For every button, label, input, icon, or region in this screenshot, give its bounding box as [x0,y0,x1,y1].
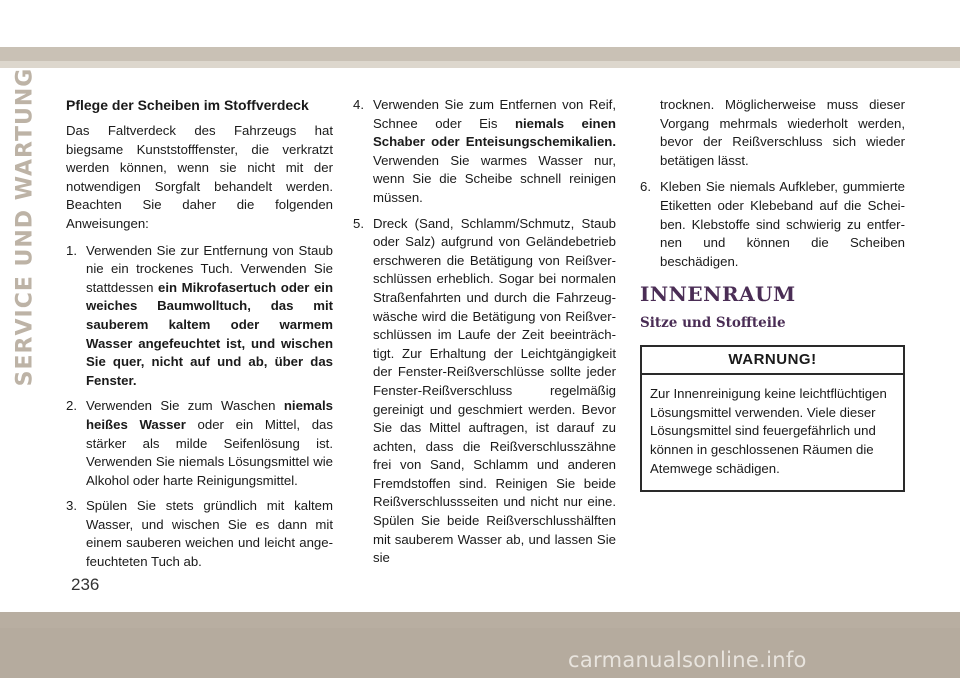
list-text: Verwenden Sie zum Waschen [86,398,284,414]
list-item [640,178,905,271]
list-text: Verwenden Sie zur Entfernung von Staub nie ein trockenes Tuch. Verwenden Sie stattdessen [86,242,333,295]
footer-band [0,628,960,678]
page-number: 236 [71,575,100,594]
list-number: 5. [353,215,364,231]
list-text: Verwenden Sie zum Entfernen von Reif, Schnee oder Eis [373,97,616,131]
list-item [353,215,616,568]
list-number: 4. [353,97,364,112]
list-number: 2. [66,398,77,414]
list-text: Spülen Sie stets gründlich mit kaltem Wasser, und wischen Sie es dann mit einem sauberen weichen und leicht angefeuchteten Tuch ab. [86,498,333,570]
column-2 [353,96,616,575]
list-text: Dreck (Sand, Schlamm/Schmutz, Staub oder Salz) aufgrund von Geländebetrieb erschweren die Betätigung von Reißverschlüssen erheblich. Sogar bei normalen Straßenfahrten und durch die Fahrzeugwäsche wird die Betätigung von Reißverschlüssen im Laufe der Zeit beeinträchtigt. Zur Erhaltung der Leichtgängigkeit der Fenster-Reißverschlüsse sollte jeder Fenster-Reißverschluss regelmäßig gereinigt und geschmiert werden. Bevor Sie das Mittel auftragen, ist darauf zu achten, dass die Reißverschlusszähne frei von Sand, Schlamm und anderen Fremdstoffen sind. Reinigen Sie beide Reißverschlussseiten und nicht nur eine. Spülen Sie beide Reißverschlusshälften mit sauberem Wasser ab, und lassen Sie sie [373,215,616,566]
instruction-list-1 [66,242,333,572]
instruction-list-2 [353,96,616,568]
list-text-post: oder ein Mittel, das stärker als milde Seifenlösung ist. Verwenden Sie niemals Lösungsmittel wie Alkohol oder harte Reinigungsmittel. [86,416,333,488]
list-item [66,497,333,571]
topic-heading: Pflege der Scheiben im Stoffverdeck [66,97,309,113]
list-text: Kleben Sie niemals Aufkleber, gummierte Etiketten oder Klebeband auf die Scheiben. Klebstoffe sind schwierig zu entfernen und können die Scheiben beschädigen. [660,179,905,269]
list-text-post: Verwenden Sie warmes Wasser nur, wenn Sie die Scheibe schnell reinigen müssen. [373,152,616,205]
bottom-band [0,612,960,628]
side-chapter-title [1,67,49,387]
continued-text: trocknen. Möglicherweise muss dieser Vorgang mehrmals wiederholt werden, bevor der Reißverschluss sich wieder betätigen lässt. [660,97,905,168]
list-item [353,96,616,208]
instruction-list-3 [640,178,905,271]
top-band [0,0,960,49]
warning-text: Zur Innenreinigung keine leichtflüchtigen Lösungsmittel verwenden. Viele dieser Lösungsmittel sind feuergefährlich und können in geschlossenen Räumen die Atemwege schädigen. [650,386,887,476]
warning-title: WARNUNG! [642,347,903,376]
watermark: carmanualsonline.info [568,648,807,672]
intro-paragraph: Das Faltverdeck des Fahrzeugs hat biegsame Kunststofffenster, die verkratzt werden können, wenn sie nicht mit der notwendigen Sorgfalt behandelt werden. Beachten Sie daher die folgenden Anweisungen: [66,123,333,231]
top-stripe-light [0,61,960,68]
warning-box [640,345,905,493]
list-text-bold: ein Mikrofasertuch oder ein weiches Baumwolltuch, das mit sauberem kaltem oder warmem Wasser angefeuchtet ist, und wischen Sie quer, nicht auf und ab, über das Fenster. [86,279,333,388]
side-chapter-title-text: SERVICE UND WARTUNG [12,67,38,387]
subsection-title: Sitze und Stoffteile [640,314,786,331]
list-text-bold: niemals einen Schaber oder Enteisungschemikalien. [373,115,616,150]
list-item [66,397,333,490]
list-text-bold: niemals heißes Wasser [86,398,333,432]
column-3 [640,96,905,492]
list-number: 1. [66,242,77,258]
top-stripe [0,47,960,61]
section-title: INNENRAUM [640,282,796,307]
list-number: 6. [640,179,651,195]
list-item [66,242,333,391]
column-1 [66,96,333,579]
list-number: 3. [66,498,77,514]
